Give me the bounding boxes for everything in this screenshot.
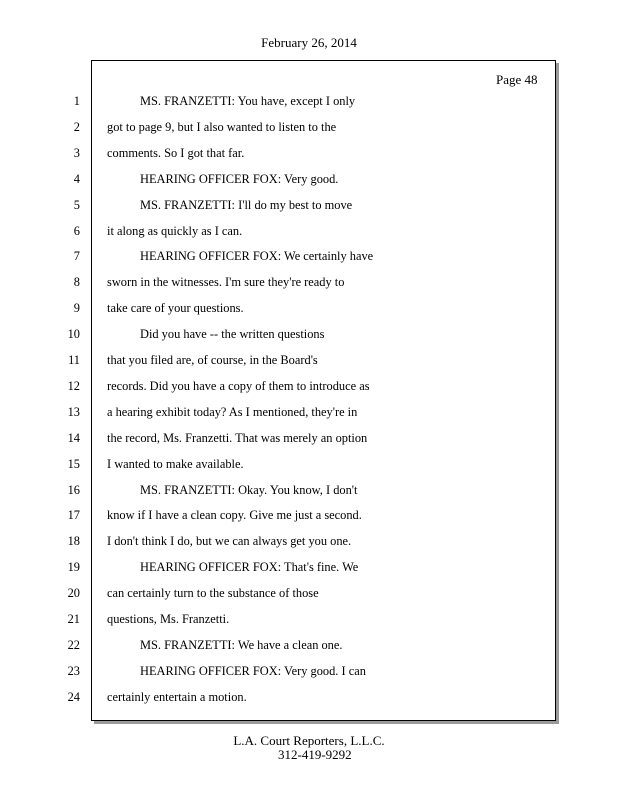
line-number: 22 (67, 637, 80, 652)
line-number: 24 (67, 689, 80, 704)
line-text: Did you have -- the written questions (140, 327, 325, 342)
line-number: 7 (73, 249, 80, 264)
transcript-line (0, 609, 618, 629)
line-number: 14 (67, 430, 80, 445)
line-text: MS. FRANZETTI: We have a clean one. (140, 637, 343, 652)
line-text: that you filed are, of course, in the Board's (107, 353, 318, 367)
line-text: questions, Ms. Franzetti. (107, 612, 230, 626)
line-number: 11 (68, 353, 80, 367)
line-text: can certainly turn to the substance of those (107, 586, 319, 601)
line-number: 3 (73, 145, 80, 160)
line-text: it along as quickly as I can. (107, 223, 243, 238)
line-text: MS. FRANZETTI: Okay. You know, I don't (140, 482, 358, 497)
line-text: I don't think I do, but we can always get you one. (107, 534, 352, 549)
line-text: HEARING OFFICER FOX: We certainly have (140, 249, 374, 264)
line-text: HEARING OFFICER FOX: Very good. I can (140, 663, 366, 678)
transcript-date: February 26, 2014 (261, 35, 357, 50)
line-number: 4 (73, 171, 80, 186)
transcript-line (0, 583, 618, 603)
transcript-line (0, 117, 618, 137)
line-number: 8 (73, 275, 80, 290)
transcript-line (0, 169, 618, 189)
transcript-line (0, 687, 618, 707)
line-text: sworn in the witnesses. I'm sure they're ready to (107, 275, 345, 290)
line-number: 6 (73, 223, 80, 238)
line-number: 16 (67, 482, 80, 497)
line-text: the record, Ms. Franzetti. That was merely an option (107, 430, 368, 445)
line-number: 18 (67, 534, 80, 549)
line-text: know if I have a clean copy. Give me just a second. (107, 508, 362, 523)
line-number: 5 (73, 197, 80, 212)
transcript-line (0, 428, 618, 448)
line-text: comments. So I got that far. (107, 145, 245, 160)
transcript-line (0, 221, 618, 241)
transcript-line (0, 557, 618, 577)
line-text: got to page 9, but I also wanted to listen to the (107, 119, 337, 134)
line-number: 1 (73, 94, 80, 108)
line-number: 9 (73, 301, 80, 316)
line-text: MS. FRANZETTI: I'll do my best to move (140, 197, 353, 212)
transcript-line (0, 635, 618, 655)
transcript-line (0, 143, 618, 163)
transcript-line (0, 661, 618, 681)
transcript-line (0, 195, 618, 215)
transcript-line (0, 350, 618, 370)
line-number: 20 (67, 586, 80, 601)
line-number: 10 (67, 327, 80, 342)
line-number: 12 (67, 378, 80, 393)
line-number: 19 (67, 560, 80, 575)
court-reporter-name: L.A. Court Reporters, L.L.C. (233, 733, 385, 748)
line-number: 15 (67, 456, 80, 471)
line-text: HEARING OFFICER FOX: Very good. (140, 171, 339, 186)
line-number: 17 (67, 508, 80, 523)
line-number: 2 (73, 119, 80, 134)
transcript-line (0, 505, 618, 525)
transcript-line (0, 480, 618, 500)
transcript-line (0, 298, 618, 318)
line-text: records. Did you have a copy of them to introduce as (107, 378, 370, 393)
line-number: 23 (67, 663, 80, 678)
line-text: a hearing exhibit today? As I mentioned, they're in (107, 404, 358, 419)
line-number: 13 (67, 404, 80, 419)
line-text: I wanted to make available. (107, 456, 244, 471)
transcript-line (0, 402, 618, 422)
transcript-line (0, 376, 618, 396)
line-number: 21 (67, 612, 80, 626)
line-text: HEARING OFFICER FOX: That's fine. We (140, 560, 359, 575)
court-reporter-phone: 312-419-9292 (278, 747, 352, 762)
line-text: certainly entertain a motion. (107, 689, 247, 704)
transcript-line (0, 246, 618, 266)
transcript-line (0, 91, 618, 111)
page-number: Page 48 (496, 72, 538, 87)
transcript-line (0, 272, 618, 292)
line-text: MS. FRANZETTI: You have, except I only (140, 94, 356, 108)
line-text: take care of your questions. (107, 301, 244, 316)
transcript-line (0, 531, 618, 551)
transcript-line (0, 454, 618, 474)
transcript-line (0, 324, 618, 344)
